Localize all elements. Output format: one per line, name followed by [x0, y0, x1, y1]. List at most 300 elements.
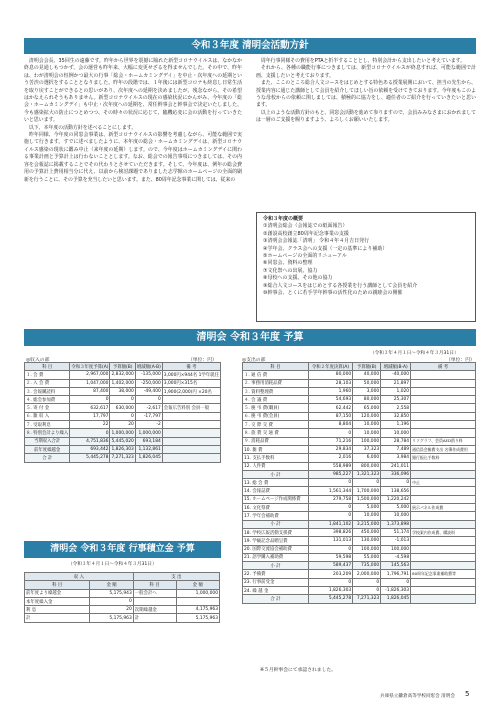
- policy-paragraph: それから、各種の職能行事につきましては、新型コロナウイルスが終息すれば、可能な範囲で計画、支援したいと考えております。: [256, 65, 476, 79]
- expense-row: [243, 445, 476, 453]
- expense-cell: 28,103: [308, 379, 352, 387]
- outline-item: ④学年会、クラス会への支援（一定の基準により補助）: [263, 245, 388, 252]
- income-cell: -2,617: [135, 404, 162, 412]
- approval-note: ※５月幹事会にて承認されました。: [260, 668, 336, 673]
- expense-cell: 1,373,898: [381, 520, 411, 528]
- expense-row: [243, 462, 476, 470]
- expense-cell: ８. 旅 費 交 通 費: [243, 429, 309, 437]
- expense-cell: 130,000: [353, 537, 381, 545]
- income-row: [25, 429, 221, 437]
- expense-cell: [411, 387, 476, 395]
- outline-item: ⑤ホームページの全面的リニューアル: [263, 253, 347, 260]
- expense-cell: -1,013: [381, 537, 411, 545]
- expense-cell: 450,000: [353, 528, 381, 536]
- expense-cell: ４. 会 議 費: [243, 396, 309, 404]
- expense-cell: ３. 資料整理費: [243, 387, 309, 395]
- expense-cell: 120,000: [353, 412, 381, 420]
- reserve-cell: 20: [90, 606, 133, 614]
- reserve-title: 清明会 令和３年度 行事積立金 予算: [24, 541, 221, 558]
- expense-cell: [411, 520, 476, 528]
- reserve-subheader-cell: 金 額: [90, 581, 133, 589]
- expense-cell: 8,804: [308, 421, 352, 429]
- income-cell: [162, 421, 220, 429]
- reserve-subheader-row: [25, 581, 220, 589]
- expense-row: [243, 429, 476, 437]
- income-cell: 1,826,045: [135, 454, 162, 462]
- expense-cell: 7,271,323: [353, 595, 381, 603]
- expense-row: [243, 545, 476, 553]
- policy-paragraph: また、ここのところ総合人文コースをはじめとする特色ある授業展開において、担当の先生から、授業内容に通じた講師として会員を紹介してほしい旨の依頼を受けてきております。今年度もこのような母校からの依頼に関しましては、積極的に協力をし、適任者のご紹介を行っていきたいと思います。: [256, 80, 476, 109]
- expense-cell: [411, 470, 476, 478]
- income-cell: ４. 総会参加費: [25, 396, 70, 404]
- reserve-cell: 5,175,943: [90, 589, 133, 597]
- page-number: 5: [465, 690, 470, 698]
- expense-cell: 589,437: [308, 562, 352, 570]
- expense-cell: [411, 487, 476, 495]
- expense-cell: 1,960: [308, 387, 352, 395]
- outline-box: [256, 212, 476, 322]
- expense-cell: [411, 553, 476, 561]
- reserve-row: [25, 606, 220, 614]
- income-row: [25, 387, 221, 395]
- expense-cell: 1,220,242: [381, 495, 411, 503]
- reserve-expense-header: 支 出: [133, 573, 219, 581]
- expense-cell: ９. 消耗品費: [243, 437, 309, 445]
- income-cell: -250,000: [135, 379, 162, 387]
- income-cell: 1,047,000: [70, 379, 110, 387]
- reserve-cell: [133, 597, 176, 605]
- outline-item: ⑥同窓会、資料の整理: [263, 260, 313, 267]
- expense-cell: 7,489: [381, 445, 411, 453]
- expense-cell: 1,321,323: [353, 470, 381, 478]
- expense-row: [243, 371, 476, 379]
- income-row: [25, 421, 221, 429]
- income-cell: 1,132,861: [135, 445, 162, 453]
- expense-cell: 12. 人件費: [243, 462, 309, 470]
- expense-row: [243, 479, 476, 487]
- expense-cell: 11. 支払手数料: [243, 454, 309, 462]
- reserve-cell: 計: [25, 614, 90, 622]
- income-header-cell: 備 考: [162, 363, 220, 371]
- outline-item: ①清明会総会（会報誌での紙面報告）: [263, 223, 348, 230]
- expense-row: [243, 562, 476, 570]
- policy-paragraph: 以下、本年度の活動方針を述べることにします。: [28, 124, 137, 131]
- income-header-row: [25, 363, 221, 371]
- expense-cell: -1,826,303: [381, 587, 411, 595]
- expense-row: [243, 454, 476, 462]
- expense-cell: 通信員会雑費支出 名簿作成費用: [411, 445, 476, 453]
- expense-cell: 21. 語学購入補助費: [243, 553, 309, 561]
- reserve-cell: 前年度より繰越金: [25, 589, 90, 597]
- income-cell: -135,000: [135, 371, 162, 379]
- outline-item: ⑨総合人文コースをはじめとする各授業を行う講師として会員を紹介: [263, 282, 418, 289]
- expense-label: ◎支出の部: [242, 358, 266, 363]
- expense-cell: 学校案内作成費、購読料: [411, 528, 476, 536]
- policy-paragraph: 周年行事同様その費用をPTAと折半することとし、特別会計から支出したいと考えています。: [260, 58, 466, 64]
- income-cell: ６. 雑 収 入: [25, 412, 70, 420]
- expense-header-cell: 備 考: [411, 363, 476, 371]
- expense-cell: 14. 会報誌費: [243, 487, 309, 495]
- income-cell: 前年度繰越金: [25, 445, 70, 453]
- expense-header-cell: 予算額(B): [353, 363, 381, 371]
- income-row: [25, 437, 221, 445]
- expense-row: [243, 537, 476, 545]
- outline-item: ⑧母校への支援、その他の協力: [263, 275, 333, 282]
- income-table: [24, 362, 221, 463]
- reserve-cell: 5,175,963: [176, 614, 219, 622]
- income-cell: [162, 396, 220, 404]
- expense-cell: 2,558: [381, 404, 411, 412]
- expense-cell: [411, 587, 476, 595]
- expense-cell: [411, 371, 476, 379]
- expense-cell: 40,000: [353, 371, 381, 379]
- expense-header-cell: 科 目: [243, 363, 309, 371]
- expense-cell: 145,563: [381, 562, 411, 570]
- reserve-table: [24, 572, 220, 623]
- expense-cell: 3,215,000: [353, 520, 381, 528]
- income-cell: [162, 429, 220, 437]
- income-cell: 87,400: [70, 387, 110, 395]
- income-cell: 0: [135, 396, 162, 404]
- reserve-income-header: 収 入: [25, 573, 134, 581]
- expense-cell: 銀行振込手数料: [411, 454, 476, 462]
- expense-cell: １. 通 信 費: [243, 371, 309, 379]
- reserve-cell: 次期繰越金: [133, 606, 176, 614]
- expense-cell: 1,796,791: [381, 570, 411, 578]
- income-cell: ７. 受取利息: [25, 421, 70, 429]
- expense-cell: 0: [353, 578, 381, 586]
- expense-cell: 37,323: [353, 445, 381, 453]
- expense-unit: （単位：円）: [446, 358, 475, 363]
- expense-cell: 0: [308, 504, 352, 512]
- expense-cell: [411, 404, 476, 412]
- outline-item: ⑦文化祭への出展、協力: [263, 267, 318, 274]
- expense-table: [242, 362, 476, 604]
- reserve-header-row: [25, 573, 220, 581]
- income-cell: 0: [110, 396, 135, 404]
- reserve-cell: [176, 597, 219, 605]
- expense-row: [243, 504, 476, 512]
- expense-cell: 100,000: [381, 545, 411, 553]
- expense-cell: 10,000: [353, 512, 381, 520]
- income-row: [25, 445, 221, 453]
- outline-item: ⑩幹事会、とくに若手学年幹事の活性化のための親睦会の開催: [263, 290, 403, 297]
- expense-row: [243, 495, 476, 503]
- expense-cell: [411, 429, 476, 437]
- expense-row: [243, 396, 476, 404]
- expense-cell: 10,000: [381, 429, 411, 437]
- expense-cell: 10. 雑 費: [243, 445, 309, 453]
- expense-cell: 5,000: [381, 504, 411, 512]
- expense-cell: 800,000: [353, 462, 381, 470]
- expense-cell: [411, 495, 476, 503]
- income-row: [25, 404, 221, 412]
- income-cell: [162, 454, 220, 462]
- expense-cell: 55,000: [353, 553, 381, 561]
- expense-cell: [411, 396, 476, 404]
- expense-row: [243, 587, 476, 595]
- reserve-subheader-cell: 金 額: [176, 581, 219, 589]
- expense-row: [243, 470, 476, 478]
- income-cell: 632,617: [70, 404, 110, 412]
- income-cell: 5,445,278: [70, 454, 110, 462]
- income-cell: 38,000: [110, 387, 135, 395]
- expense-cell: ２. 事務用消耗品費: [243, 379, 309, 387]
- expense-cell: 小 計: [243, 470, 309, 478]
- expense-cell: 16. 文化祭費: [243, 504, 309, 512]
- expense-cell: 558,989: [308, 462, 352, 470]
- income-header-cell: 科 目: [25, 363, 70, 371]
- expense-cell: 1,700,000: [353, 487, 381, 495]
- reserve-cell: 0: [90, 597, 133, 605]
- income-cell: 17,797: [70, 412, 110, 420]
- income-cell: 会報広告料別 会員一般: [162, 404, 220, 412]
- expense-cell: 5,000: [353, 504, 381, 512]
- expense-cell: 0: [308, 479, 352, 487]
- expense-cell: 0: [353, 587, 381, 595]
- income-header-cell: 令和３年度予算(A): [70, 363, 110, 371]
- expense-cell: 65,000: [353, 404, 381, 412]
- reserve-cell: 利 息: [25, 606, 90, 614]
- expense-cell: 0: [308, 545, 352, 553]
- expense-cell: 0: [381, 578, 411, 586]
- expense-cell: [411, 562, 476, 570]
- expense-cell: 398,826: [308, 528, 352, 536]
- income-cell: ３. 会報購読料: [25, 387, 70, 395]
- income-cell: 0: [70, 396, 110, 404]
- expense-cell: 小 計: [243, 520, 309, 528]
- expense-cell: 985,227: [308, 470, 352, 478]
- expense-row: [243, 512, 476, 520]
- income-cell: 1,900(2,000)円 ×20名: [162, 387, 220, 395]
- income-row: [25, 371, 221, 379]
- reserve-cell: 計: [133, 614, 176, 622]
- expense-row: [243, 528, 476, 536]
- expense-cell: 735,000: [353, 562, 381, 570]
- income-cell: -17,797: [135, 412, 162, 420]
- expense-cell: [411, 578, 476, 586]
- expense-cell: 10,000: [353, 429, 381, 437]
- outline-list: [263, 223, 469, 297]
- expense-cell: -4,598: [381, 553, 411, 561]
- income-cell: 当期収入合計: [25, 437, 70, 445]
- expense-cell: 3,000: [353, 387, 381, 395]
- expense-row: [243, 379, 476, 387]
- expense-cell: 336,096: [381, 470, 411, 478]
- income-row: [25, 412, 221, 420]
- reserve-row: [25, 597, 220, 605]
- expense-cell: ５. 慶 弔 費(職員): [243, 404, 309, 412]
- income-cell: 合 計: [25, 454, 70, 462]
- expense-cell: 1,841,102: [308, 520, 352, 528]
- expense-cell: 5,445,278: [308, 595, 352, 603]
- outline-item: ③清明会会報誌「清明」 令和４年４月吉日発行: [263, 238, 370, 245]
- income-cell: 4,751,836: [70, 437, 110, 445]
- expense-cell: 279,758: [308, 495, 352, 503]
- expense-cell: 25,307: [381, 396, 411, 404]
- expense-cell: 80周年記念事業補助費等: [411, 570, 476, 578]
- expense-header-cell: 令和２年度決算(A): [308, 363, 352, 371]
- expense-cell: 10,000: [353, 421, 381, 429]
- expense-cell: 0: [353, 479, 381, 487]
- income-unit: （単位：円）: [188, 358, 217, 363]
- reserve-period: （令和３年４月１日〜令和４年３月31日）: [68, 562, 157, 567]
- expense-cell: 1,500,000: [353, 495, 381, 503]
- expense-cell: 23. 行事前受金: [243, 578, 309, 586]
- reserve-cell: 本年度繰入金: [25, 597, 90, 605]
- income-cell: 5,445,020: [111, 438, 134, 444]
- expense-cell: 32,850: [381, 412, 411, 420]
- expense-cell: 59,598: [308, 553, 352, 561]
- expense-cell: 1,826,045: [381, 595, 411, 603]
- expense-cell: 1,020: [381, 387, 411, 395]
- expense-cell: [411, 512, 476, 520]
- expense-cell: 3,984: [381, 454, 411, 462]
- expense-cell: 20. 国際交流協会補助費: [243, 545, 309, 553]
- expense-cell: [411, 412, 476, 420]
- income-cell: 20: [110, 421, 135, 429]
- expense-row: [243, 412, 476, 420]
- income-cell: ８. 特別会計より繰入: [25, 429, 70, 437]
- expense-cell: [411, 537, 476, 545]
- expense-row: [243, 570, 476, 578]
- expense-cell: [411, 545, 476, 553]
- income-cell: 22: [70, 421, 110, 429]
- expense-cell: 小 計: [243, 562, 309, 570]
- income-cell: 693,184: [135, 437, 162, 445]
- expense-cell: 2,016: [308, 454, 352, 462]
- expense-row: [243, 487, 476, 495]
- income-cell: [162, 412, 220, 420]
- expense-cell: 1,561,344: [308, 487, 352, 495]
- expense-row: [243, 520, 476, 528]
- expense-row: [243, 437, 476, 445]
- expense-cell: [411, 595, 476, 603]
- expense-cell: 100,000: [353, 437, 381, 445]
- income-row: [25, 379, 221, 387]
- policy-title: 令和３年度 清明会活動方針: [24, 38, 476, 54]
- income-cell: [162, 445, 220, 453]
- footer-text: 兵庫県立鎌倉高等学校同窓会 清明会: [380, 694, 455, 699]
- expense-cell: 中止: [411, 479, 476, 487]
- expense-cell: 71,216: [308, 437, 352, 445]
- expense-cell: 1,826,303: [308, 587, 352, 595]
- expense-cell: 131,013: [308, 537, 352, 545]
- expense-cell: 100,000: [353, 545, 381, 553]
- expense-cell: 13. 総 会 費: [243, 479, 309, 487]
- expense-cell: 1,196: [381, 421, 411, 429]
- expense-cell: 18. 学校広報活動支援費: [243, 528, 309, 536]
- expense-cell: 合 計: [243, 595, 309, 603]
- expense-cell: 138,656: [381, 487, 411, 495]
- expense-row: [243, 595, 476, 603]
- reserve-subheader-cell: 科 目: [133, 581, 176, 589]
- expense-cell: 241,011: [381, 462, 411, 470]
- expense-row: [243, 421, 476, 429]
- income-row: [25, 396, 221, 404]
- income-cell: 1,402,000: [111, 380, 134, 386]
- expense-cell: 80,000: [308, 371, 352, 379]
- reserve-cell: 1,000,000: [176, 589, 219, 597]
- income-cell: 2,832,000: [111, 372, 134, 378]
- reserve-cell: 4,175,963: [176, 606, 219, 614]
- income-cell: 1,826,303: [111, 447, 134, 453]
- expense-cell: ７. 交 際 交 費: [243, 421, 309, 429]
- income-cell: １. 会 費: [25, 371, 70, 379]
- income-cell: 693,442: [70, 445, 110, 453]
- income-cell: 7,271,323: [111, 455, 134, 461]
- expense-cell: 10,000: [381, 512, 411, 520]
- income-cell: 0: [110, 412, 135, 420]
- budget-title: 清明会 令和３年度 予算: [24, 329, 476, 346]
- expense-cell: 87,150: [308, 412, 352, 420]
- policy-column-left: [24, 58, 242, 184]
- expense-cell: 62,442: [308, 404, 352, 412]
- reserve-row: [25, 614, 220, 622]
- expense-cell: 54,693: [308, 396, 352, 404]
- expense-cell: 22. 予備費: [243, 570, 309, 578]
- policy-paragraph: 以上のような活動方針のもと、同窓会活動を進めて参りますので、会員みみなさまにおかれましては一層のご支援を賜りますよう、よろしくお願いいたします。: [256, 109, 476, 124]
- expense-cell: 21,897: [381, 379, 411, 387]
- expense-cell: [411, 462, 476, 470]
- expense-cell: 0: [308, 578, 352, 586]
- expense-row: [243, 578, 476, 586]
- expense-cell: 17. 学年会補助費: [243, 512, 309, 520]
- expense-cell: 0: [308, 512, 352, 520]
- expense-cell: 29,834: [308, 445, 352, 453]
- expense-header-cell: 増減額(B-A): [381, 363, 411, 371]
- expense-row: [243, 387, 476, 395]
- policy-paragraph: 昨年同様、今年度の同窓会事業は、新型コロナウイルスの影響を考慮しながら、可能な範囲で実施して行きます。すでに述べましたように、本年度の総会・ホームカミングデイは、新型コロナウイルス感染の現状に鑑み中止（来年度の延期）します。ので、今年度はホームカミングデイに関わる事業計画と予算計上は行わないこととします。なお、総会での報告事項につきましては、その内容を会報誌に掲載することでその代わりとさせていただきます。そして、今年度は、例年の総会費用の予算計上費用相当分に代え、以前から検討課題でありました志学館のホームページの全面的刷新を行うことに、その予算を充当したいと思います。また、80周年記念事業に関しては、従来の: [24, 132, 242, 183]
- income-cell: 0: [70, 429, 110, 437]
- expense-cell: 15. ホームページ作成関係費: [243, 495, 309, 503]
- expense-cell: 203,209: [308, 570, 352, 578]
- expense-cell: 28,784: [381, 437, 411, 445]
- expense-row: [243, 553, 476, 561]
- reserve-row: [25, 589, 220, 597]
- expense-cell: 19. 学級記念品贈呈費: [243, 537, 309, 545]
- expense-cell: ６. 慶 弔 費(会員): [243, 412, 309, 420]
- income-header-cell: 増減額(A-B): [135, 363, 162, 371]
- expense-cell: 6,000: [353, 454, 381, 462]
- income-row: [25, 454, 221, 462]
- expense-row: [243, 404, 476, 412]
- income-cell: [162, 437, 220, 445]
- expense-cell: 24. 繰 越 金: [243, 587, 309, 595]
- reserve-cell: 一般会計へ: [133, 589, 176, 597]
- expense-cell: 51,174: [381, 528, 411, 536]
- income-label: ◎収入の部: [26, 358, 50, 363]
- policy-column-right: [256, 58, 476, 125]
- expense-cell: 0: [381, 479, 411, 487]
- income-cell: 3,000円×315名: [162, 379, 220, 387]
- expense-header-row: [243, 363, 476, 371]
- income-header-cell: 予算額(B): [110, 363, 135, 371]
- outline-title: 令和３年度の概要: [263, 216, 304, 222]
- income-cell: ５. 寄 付 金: [25, 404, 70, 412]
- income-cell: 1,000,000: [111, 430, 134, 436]
- income-cell: 3,000円×944名 1学年就任: [162, 371, 220, 379]
- expense-cell: 0: [308, 429, 352, 437]
- reserve-subheader-cell: 科 目: [25, 581, 90, 589]
- outline-item: ②創設高校創立80周年記念事業の支援: [263, 230, 349, 237]
- income-cell: ２. 入 会 費: [25, 379, 70, 387]
- expense-cell: [411, 421, 476, 429]
- income-cell: 2,967,000: [70, 371, 110, 379]
- reserve-cell: 5,175,963: [90, 614, 133, 622]
- expense-cell: 2,000,000: [353, 570, 381, 578]
- income-cell: -2: [135, 421, 162, 429]
